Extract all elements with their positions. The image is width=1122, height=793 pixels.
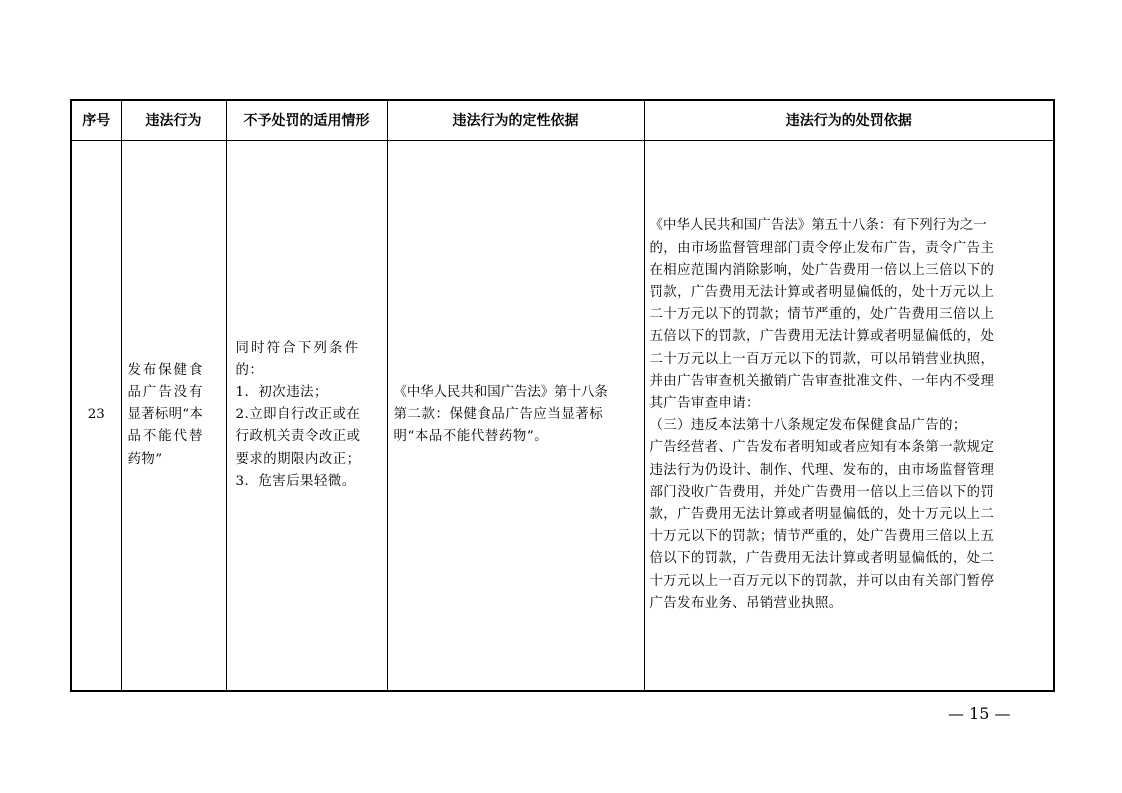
text-line: 其广告审查申请：	[649, 396, 760, 412]
text-line: 并由广告审查机关撤销广告审查批准文件、一年内不受理	[649, 373, 995, 389]
row-violation-cell	[121, 140, 226, 691]
text-line: 的：	[235, 362, 264, 378]
text-line: 在相应范围内消除影响，处广告费用一倍以上三倍以下的	[649, 262, 995, 278]
text-line: 《中华人民共和国广告法》第十八条	[393, 384, 608, 400]
table-header-row	[71, 100, 1054, 140]
text-line: 药物”	[127, 451, 163, 467]
header-penalty-basis: 违法行为的处罚依据	[644, 100, 1054, 140]
qualitative-basis-text	[388, 382, 644, 449]
table-row	[71, 140, 1054, 691]
text-line: 同时符合下列条件	[235, 340, 361, 356]
text-line: 广告发布业务、吊销营业执照。	[649, 595, 843, 611]
text-line: 倍以下的罚款，广告费用无法计算或者明显偏低的，处二	[649, 551, 995, 567]
text-line: 要求的期限内改正；	[235, 451, 361, 467]
text-line: 2.立即自行改正或在	[235, 407, 361, 423]
text-line: 明“本品不能代替药物”。	[393, 429, 549, 445]
row-penalty-basis-cell	[644, 140, 1054, 691]
text-line: 部门没收广告费用，并处广告费用一倍以上三倍以下的罚	[649, 484, 995, 500]
text-line: 十万元以下的罚款；情节严重的，处广告费用三倍以上五	[649, 529, 995, 545]
text-line: 五倍以下的罚款，广告费用无法计算或者明显偏低的，处	[649, 329, 995, 345]
text-line: 1．初次违法；	[235, 384, 328, 400]
text-line: 行政机关责令改正或	[235, 429, 361, 445]
text-line: 款，广告费用无法计算或者明显偏低的，处十万元以上二	[649, 507, 995, 523]
violation-text	[122, 360, 226, 471]
page-number: — 15 —	[948, 704, 1011, 723]
text-line: 违法行为仍设计、制作、代理、发布的，由市场监督管理	[649, 462, 995, 478]
header-qualitative-basis: 违法行为的定性依据	[387, 100, 644, 140]
text-line: （三）违反本法第十八条规定发布保健食品广告的；	[649, 418, 967, 434]
text-line: 二十万元以下的罚款；情节严重的，处广告费用三倍以上	[649, 307, 995, 323]
header-serial-number: 序号	[71, 100, 121, 140]
penalty-basis-text	[645, 215, 1054, 615]
text-line: 显著标明“本	[127, 407, 204, 423]
text-line: 发布保健食	[127, 362, 205, 378]
violation-penalty-table	[70, 99, 1055, 692]
text-line: 第二款：保健食品广告应当显著标	[393, 407, 604, 423]
text-line: 的，由市场监督管理部门责令停止发布广告，责令广告主	[649, 240, 995, 256]
row-qualitative-basis-cell	[387, 140, 644, 691]
text-line: 十万元以上一百万元以下的罚款，并可以由有关部门暂停	[649, 573, 995, 589]
text-line: 罚款，广告费用无法计算或者明显偏低的，处十万元以上	[649, 285, 995, 301]
text-line: 广告经营者、广告发布者明知或者应知有本条第一款规定	[649, 440, 995, 456]
text-line: 3．危害后果轻微。	[235, 473, 356, 489]
row-serial-number: 23	[71, 140, 121, 691]
conditions-text	[227, 338, 387, 493]
text-line: 二十万元以上一百万元以下的罚款，可以吊销营业执照，	[649, 351, 995, 367]
header-violation: 违法行为	[121, 100, 226, 140]
row-conditions-cell	[226, 140, 387, 691]
text-line: 品广告没有	[127, 384, 205, 400]
text-line: 《中华人民共和国广告法》第五十八条：有下列行为之一	[649, 218, 987, 234]
header-exemption-conditions: 不予处罚的适用情形	[226, 100, 387, 140]
text-line: 品不能代替	[127, 429, 205, 445]
